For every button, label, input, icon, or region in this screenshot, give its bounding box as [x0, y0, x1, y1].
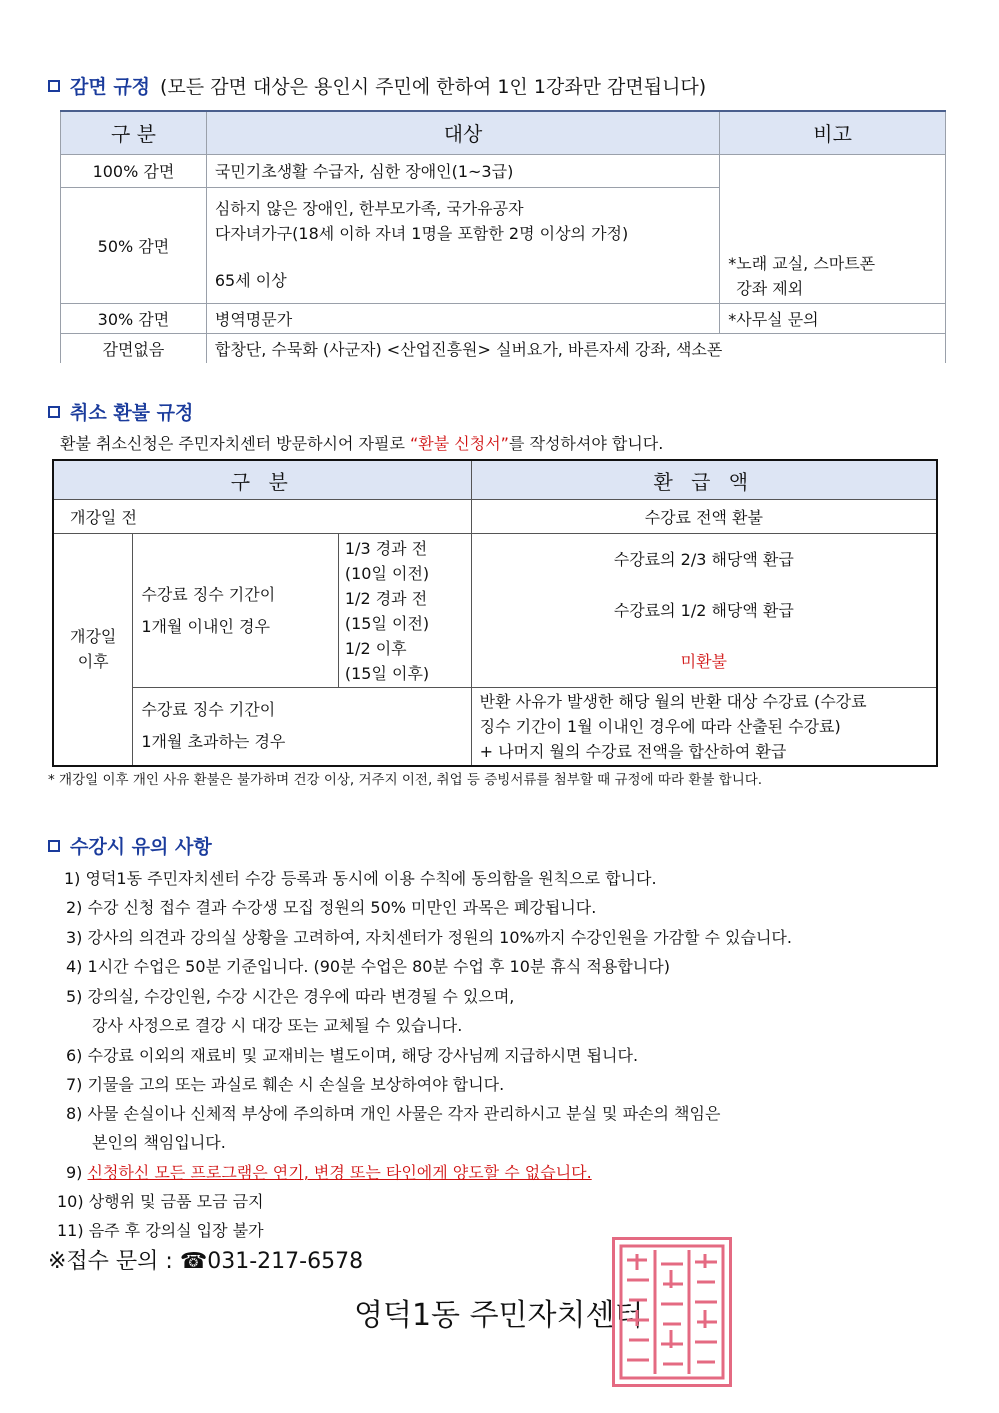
header-category: 구 분 — [61, 111, 207, 154]
list-item: 본인의 책임입니다. — [92, 1133, 226, 1152]
remark-line: 강좌 제외 — [736, 278, 804, 298]
section-title-reduction — [48, 72, 706, 99]
list-item: 5) 강의실, 수강인원, 수강 시간은 경우에 따라 변경될 수 있으며, — [66, 987, 515, 1006]
intro-text-after: 를 작성하셔야 합니다. — [508, 434, 664, 453]
over-month-amount — [471, 688, 937, 766]
row-category: 30% 감면 — [61, 303, 207, 333]
period-line: (15일 이전) — [344, 613, 430, 633]
table-row — [61, 154, 946, 187]
period-line: 1/2 경과 전 — [344, 588, 428, 608]
within-month-periods — [338, 534, 471, 688]
header-category: 구 분 — [53, 460, 471, 500]
over-amount-line: 반환 사유가 발생한 해당 월의 반환 대상 수강료 (수강료 — [479, 691, 867, 711]
header-amount: 환 급 액 — [471, 460, 937, 500]
row-target — [206, 187, 719, 303]
intro-highlight: “환불 신청서” — [410, 434, 509, 453]
within-month-label — [133, 534, 339, 688]
before-start-label: 개강일 전 — [53, 500, 471, 534]
over-label-line: 수강료 징수 기간이 — [141, 700, 276, 720]
row-category: 100% 감면 — [61, 154, 207, 187]
list-item: 3) 강사의 의견과 강의실 상황을 고려하여, 자치센터가 정원의 10%까지 수강인원을 가감할 수 있습니다. — [66, 928, 792, 947]
after-start-label — [53, 534, 133, 766]
contact-info — [48, 1244, 363, 1275]
within-month-amounts — [471, 534, 937, 688]
over-amount-line: + 나머지 월의 수강료 전액을 합산하여 환급 — [479, 741, 787, 761]
remark-line: *노래 교실, 스마트폰 — [728, 253, 876, 273]
after-start-line: 이후 — [77, 652, 109, 672]
remark-cell — [720, 154, 946, 303]
table-header-row — [61, 111, 946, 154]
phone-icon: ☎ — [179, 1249, 208, 1274]
list-item: 4) 1시간 수업은 50분 기준입니다. (90분 수업은 80분 수업 후 10분 휴식 적용합니다) — [66, 957, 670, 976]
list-item-number: 9) — [66, 1163, 88, 1182]
amount-line: 수강료의 1/2 해당액 환급 — [613, 601, 794, 620]
refund-intro — [60, 431, 663, 454]
intro-text: 환불 취소신청은 주민자치센터 방문하시어 자필로 — [60, 434, 411, 453]
table-row — [53, 688, 937, 766]
contact-phone: 031-217-6578 — [207, 1249, 364, 1274]
contact-label: ※접수 문의 : — [48, 1249, 180, 1274]
header-remark: 비고 — [720, 111, 946, 154]
within-label-line: 1개월 이내인 경우 — [141, 616, 270, 636]
list-item: 11) 음주 후 강의실 입장 불가 — [57, 1221, 264, 1240]
table-row — [53, 534, 937, 688]
section-title-refund — [48, 398, 193, 425]
amount-line: 수강료의 2/3 해당액 환급 — [613, 550, 794, 569]
organization-name: 영덕1동 주민자치센터 — [354, 1298, 644, 1333]
section-title-notice — [48, 832, 212, 859]
official-seal — [612, 1237, 732, 1387]
period-line: 1/2 이후 — [344, 638, 407, 658]
reduction-table — [60, 110, 946, 363]
table-row — [53, 500, 937, 534]
table-header-row — [53, 460, 937, 500]
period-line: (10일 이전) — [344, 563, 430, 583]
over-label-line: 1개월 초과하는 경우 — [141, 732, 286, 752]
checkbox-square-icon — [48, 80, 60, 92]
list-item: 강사 사정으로 결강 시 대강 또는 교체될 수 있습니다. — [92, 1016, 463, 1035]
header-target: 대상 — [206, 111, 719, 154]
list-item: 6) 수강료 이외의 재료비 및 교재비는 별도이며, 해당 강사님께 지급하시면 됩니다. — [66, 1046, 639, 1065]
remark-cell-2: *사무실 문의 — [720, 303, 946, 333]
refund-footnote: * 개강일 이후 개인 사유 환불은 불가하며 건강 이상, 거주지 이전, 취업 등 증빙서류를 첨부할 때 규정에 따라 환불 합니다. — [48, 772, 763, 788]
period-line: (15일 이후) — [344, 663, 430, 683]
row-target: 병역명문가 — [206, 303, 719, 333]
seal-graphic — [615, 1240, 729, 1384]
row-category: 감면없음 — [61, 333, 207, 363]
over-amount-line: 징수 기간이 1월 이내인 경우에 따라 산출된 수강료) — [479, 716, 841, 736]
list-item — [66, 1160, 592, 1183]
list-item: 7) 기물을 고의 또는 과실로 훼손 시 손실을 보상하여야 합니다. — [66, 1075, 505, 1094]
checkbox-square-icon — [48, 840, 60, 852]
list-item: 1) 영덕1동 주민자치센터 수강 등록과 동시에 이용 수칙에 동의함을 원칙으로 합니다. — [64, 869, 657, 888]
warning-text: 신청하신 모든 프로그램은 연기, 변경 또는 타인에게 양도할 수 없습니다. — [87, 1163, 592, 1182]
target-line: 65세 이상 — [214, 270, 287, 290]
row-target: 국민기초생활 수급자, 심한 장애인(1~3급) — [206, 154, 719, 187]
refund-table — [52, 459, 938, 767]
amount-line-no-refund: 미환불 — [680, 652, 727, 671]
list-item: 2) 수강 신청 접수 결과 수강생 모집 정원의 50% 미만인 과목은 폐강됩니다. — [66, 898, 597, 917]
reduction-note: (모든 감면 대상은 용인시 주민에 한하여 1인 1강좌만 감면됩니다) — [160, 76, 707, 98]
checkbox-square-icon — [48, 406, 60, 418]
list-item: 8) 사물 손실이나 신체적 부상에 주의하며 개인 사물은 각자 관리하시고 분실 및 파손의 책임은 — [66, 1104, 721, 1123]
reduction-title: 감면 규정 — [70, 76, 151, 98]
table-row — [61, 303, 946, 333]
list-item: 10) 상행위 및 금품 모금 금지 — [57, 1192, 264, 1211]
over-month-label — [133, 688, 471, 766]
target-line: 심하지 않은 장애인, 한부모가족, 국가유공자 — [214, 198, 524, 218]
target-line: 다자녀가구(18세 이하 자녀 1명을 포함한 2명 이상의 가정) — [214, 223, 629, 243]
notice-title: 수강시 유의 사항 — [70, 836, 212, 858]
refund-title: 취소 환불 규정 — [70, 402, 194, 424]
table-row — [61, 333, 946, 363]
before-start-amount: 수강료 전액 환불 — [471, 500, 937, 534]
row-target: 합창단, 수묵화 (사군자) <산업진흥원> 실버요가, 바른자세 강좌, 색소폰 — [206, 333, 945, 363]
period-line: 1/3 경과 전 — [344, 538, 428, 558]
within-label-line: 수강료 징수 기간이 — [141, 584, 276, 604]
after-start-line: 개강일 — [69, 627, 117, 647]
row-category: 50% 감면 — [61, 187, 207, 303]
